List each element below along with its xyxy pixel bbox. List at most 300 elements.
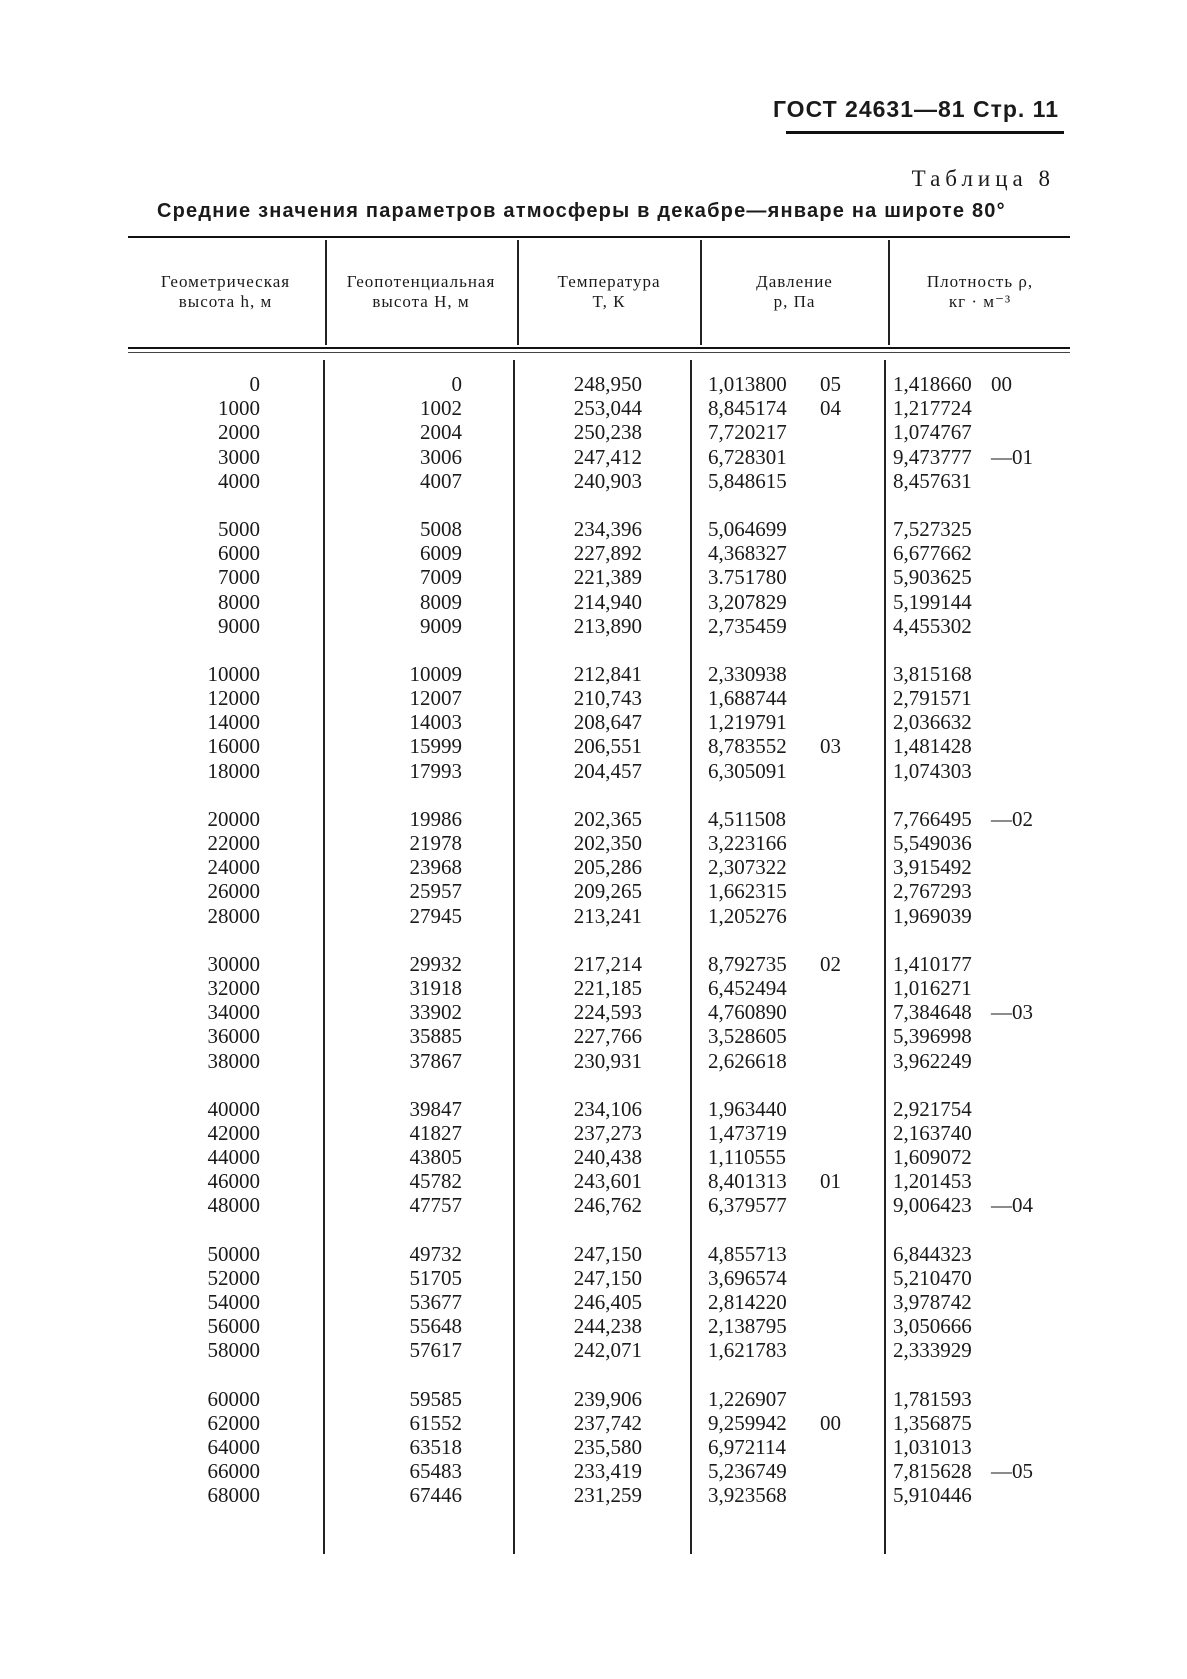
column-geopotential-height [350, 372, 462, 1508]
table-row-p [708, 1242, 883, 1266]
table-cell-T: 206,551 [573, 734, 642, 759]
table-cell-h: 62000 [207, 1410, 260, 1435]
table-cell-p: 1,473719 [708, 1120, 787, 1145]
table-cell-H: 8009 [420, 589, 462, 614]
table-row-p [708, 1387, 883, 1411]
table-cell-T: 248,950 [573, 372, 642, 396]
table-row-rho [893, 879, 1068, 903]
table-row-rho [893, 662, 1068, 686]
table-row-rho [893, 831, 1068, 855]
table-cell-p: 1,662315 [708, 879, 787, 904]
table-row-rho [893, 590, 1068, 614]
table-cell-rho: 2,791571 [893, 686, 972, 711]
table-cell-rho: 7,766495 [893, 806, 972, 831]
table-cell-h: 54000 [207, 1290, 260, 1314]
table-row-p [708, 517, 883, 541]
table-cell-p: 7,720217 [708, 420, 787, 445]
table-cell-rho: 2,921754 [893, 1096, 972, 1121]
table-cell-p: 8,401313 [708, 1169, 787, 1194]
table-cell-T: 234,396 [573, 516, 642, 541]
table-cell-rho: 1,074767 [893, 420, 972, 445]
table-cell-p: 2,138795 [708, 1314, 787, 1339]
table-cell-h: 48000 [207, 1193, 260, 1218]
table-row-rho [893, 1049, 1068, 1073]
table-cell-T: 221,389 [573, 565, 642, 590]
table-cell-rho: 5,910446 [893, 1483, 972, 1508]
table-row-p [708, 1097, 883, 1121]
table-cell-rho: 7,815628 [893, 1459, 972, 1484]
table-cell-H: 23968 [409, 855, 462, 880]
table-cell-H: 7009 [420, 565, 462, 590]
table-cell-H: 21978 [409, 831, 462, 855]
table-cell-h: 28000 [207, 903, 260, 928]
table-cell-p: 8,783552 [708, 734, 787, 759]
table-row-p [708, 1024, 883, 1048]
table-cell-p-exponent: 00 [820, 1410, 841, 1435]
table-cell-T: 246,762 [573, 1193, 642, 1218]
table-cell-H: 45782 [409, 1169, 462, 1194]
column-geometric-height [150, 372, 260, 1508]
table-cell-H: 15999 [409, 734, 462, 759]
table-cell-rho: 2,333929 [893, 1338, 972, 1363]
table-cell-H: 43805 [409, 1145, 462, 1170]
table-cell-H: 9009 [420, 613, 462, 638]
table-cell-p: 6,379577 [708, 1193, 787, 1218]
table-cell-rho: 5,903625 [893, 565, 972, 590]
table-cell-H: 63518 [409, 1434, 462, 1459]
table-cell-rho: 3,050666 [893, 1314, 972, 1339]
table-cell-p: 1,963440 [708, 1096, 787, 1121]
column-header-geometric-height: Геометрическая высота h, м [160, 272, 291, 311]
column-divider [323, 360, 325, 1554]
table-cell-T: 231,259 [573, 1483, 642, 1508]
table-cell-h: 24000 [207, 855, 260, 880]
table-row-rho [893, 1483, 1068, 1507]
table-cell-rho: 5,549036 [893, 831, 972, 855]
table-cell-rho: 6,844323 [893, 1241, 972, 1266]
table-cell-h: 38000 [207, 1048, 260, 1073]
table-cell-T: 247,150 [573, 1265, 642, 1290]
column-divider [513, 360, 515, 1554]
table-row-rho [893, 710, 1068, 734]
table-cell-T: 247,412 [573, 444, 642, 469]
table-cell-T: 212,841 [573, 661, 642, 686]
table-cell-H: 6009 [420, 541, 462, 566]
table-row-p [708, 614, 883, 638]
table-cell-h: 68000 [207, 1483, 260, 1508]
table-row-p [708, 710, 883, 734]
table-row-rho [893, 372, 1068, 396]
table-cell-p: 6,728301 [708, 444, 787, 469]
table-cell-rho: 7,384648 [893, 1000, 972, 1025]
table-row-rho [893, 517, 1068, 541]
table-row-p [708, 976, 883, 1000]
table-cell-rho: 3,815168 [893, 661, 972, 686]
table-row-p [708, 1290, 883, 1314]
table-cell-rho: 5,210470 [893, 1265, 972, 1290]
table-cell-h: 6000 [218, 541, 260, 566]
table-top-rule [128, 236, 1070, 238]
table-cell-rho: 1,781593 [893, 1386, 972, 1411]
table-row-p [708, 1169, 883, 1193]
table-cell-rho-exponent: —04 [991, 1193, 1033, 1218]
table-row-p [708, 807, 883, 831]
table-cell-rho: 2,767293 [893, 879, 972, 904]
table-cell-rho: 3,962249 [893, 1048, 972, 1073]
table-cell-T: 243,601 [573, 1169, 642, 1194]
table-cell-p: 2,330938 [708, 661, 787, 686]
table-cell-h: 44000 [207, 1145, 260, 1170]
table-cell-T: 246,405 [573, 1290, 642, 1314]
table-cell-H: 39847 [409, 1096, 462, 1121]
header-bottom-rule-thin [128, 352, 1070, 353]
table-cell-p: 1,219791 [708, 710, 787, 735]
table-cell-h: 3000 [218, 444, 260, 469]
table-cell-rho: 1,074303 [893, 758, 972, 783]
table-row-rho [893, 1314, 1068, 1338]
table-cell-H: 1002 [420, 396, 462, 421]
table-cell-p: 3,528605 [708, 1024, 787, 1049]
table-row-p [708, 1483, 883, 1507]
table-cell-H: 12007 [409, 686, 462, 711]
table-cell-p-exponent: 02 [820, 951, 841, 976]
table-row-p [708, 831, 883, 855]
table-cell-rho: 1,609072 [893, 1145, 972, 1170]
table-cell-T: 244,238 [573, 1314, 642, 1339]
table-cell-rho-exponent: —05 [991, 1459, 1033, 1484]
column-header-pressure: Давление p, Па [756, 272, 833, 311]
table-cell-T: 227,892 [573, 541, 642, 566]
table-cell-H: 19986 [409, 806, 462, 831]
table-cell-H: 61552 [409, 1410, 462, 1435]
table-cell-h: 56000 [207, 1314, 260, 1339]
table-cell-rho: 3,978742 [893, 1290, 972, 1314]
table-cell-H: 25957 [409, 879, 462, 904]
table-cell-rho: 1,418660 [893, 372, 972, 396]
table-row-p [708, 1435, 883, 1459]
column-divider [690, 360, 692, 1554]
table-cell-h: 58000 [207, 1338, 260, 1363]
table-row-p [708, 734, 883, 758]
table-row-rho [893, 1000, 1068, 1024]
table-row-p [708, 445, 883, 469]
table-cell-h: 16000 [207, 734, 260, 759]
table-cell-h: 34000 [207, 1000, 260, 1025]
table-row-rho [893, 1121, 1068, 1145]
table-cell-H: 41827 [409, 1120, 462, 1145]
table-cell-h: 2000 [218, 420, 260, 445]
table-cell-h: 1000 [218, 396, 260, 421]
table-cell-H: 27945 [409, 903, 462, 928]
table-cell-rho: 2,036632 [893, 710, 972, 735]
table-cell-rho: 4,455302 [893, 613, 972, 638]
table-cell-h: 0 [249, 372, 260, 396]
table-cell-T: 209,265 [573, 879, 642, 904]
table-cell-rho: 2,163740 [893, 1120, 972, 1145]
table-cell-p: 6,972114 [708, 1434, 786, 1459]
table-row-rho [893, 396, 1068, 420]
table-cell-h: 9000 [218, 613, 260, 638]
table-row-p [708, 1314, 883, 1338]
table-cell-T: 235,580 [573, 1434, 642, 1459]
table-cell-h: 10000 [207, 661, 260, 686]
table-cell-rho: 7,527325 [893, 516, 972, 541]
table-cell-rho: 1,016271 [893, 975, 972, 1000]
table-row-rho [893, 445, 1068, 469]
table-row-rho [893, 1193, 1068, 1217]
table-row-p [708, 1000, 883, 1024]
table-row-rho [893, 759, 1068, 783]
page-header-reference: ГОСТ 24631—81 Стр. 11 [772, 96, 1059, 122]
table-cell-h: 42000 [207, 1120, 260, 1145]
table-row-p [708, 541, 883, 565]
table-cell-h: 18000 [207, 758, 260, 783]
table-cell-T: 205,286 [573, 855, 642, 880]
table-row-rho [893, 1435, 1068, 1459]
table-cell-rho-exponent: —02 [991, 806, 1033, 831]
table-row-p [708, 372, 883, 396]
table-row-rho [893, 1411, 1068, 1435]
table-row-rho [893, 686, 1068, 710]
table-cell-h: 46000 [207, 1169, 260, 1194]
table-cell-p: 3,223166 [708, 831, 787, 855]
table-title: Средние значения параметров атмосферы в декабре—январе на широте 80° [157, 200, 1006, 222]
table-cell-H: 67446 [409, 1483, 462, 1508]
table-row-p [708, 879, 883, 903]
table-cell-p-exponent: 03 [820, 734, 841, 759]
table-cell-T: 204,457 [573, 758, 642, 783]
table-cell-h: 20000 [207, 806, 260, 831]
table-cell-h: 14000 [207, 710, 260, 735]
table-cell-rho: 9,473777 [893, 444, 972, 469]
table-cell-h: 66000 [207, 1459, 260, 1484]
table-row-rho [893, 1459, 1068, 1483]
table-cell-h: 36000 [207, 1024, 260, 1049]
table-row-rho [893, 1242, 1068, 1266]
table-cell-T: 230,931 [573, 1048, 642, 1073]
table-row-p [708, 1266, 883, 1290]
column-header-geopotential-height: Геопотенциальная высота H, м [346, 272, 496, 311]
column-pressure [708, 372, 883, 1508]
table-cell-p: 1,013800 [708, 372, 787, 396]
table-cell-p: 3,207829 [708, 589, 787, 614]
table-cell-H: 51705 [409, 1265, 462, 1290]
table-row-rho [893, 541, 1068, 565]
table-row-p [708, 855, 883, 879]
table-cell-p-exponent: 04 [820, 396, 841, 421]
table-cell-p: 3,696574 [708, 1265, 787, 1290]
table-cell-T: 213,890 [573, 613, 642, 638]
table-cell-T: 234,106 [573, 1096, 642, 1121]
table-cell-rho-exponent: 00 [991, 372, 1012, 396]
table-cell-rho: 1,481428 [893, 734, 972, 759]
table-row-rho [893, 1097, 1068, 1121]
table-cell-H: 47757 [409, 1193, 462, 1218]
table-row-p [708, 686, 883, 710]
table-row-p [708, 952, 883, 976]
table-cell-T: 237,742 [573, 1410, 642, 1435]
table-cell-rho-exponent: —03 [991, 1000, 1033, 1025]
table-row-p [708, 662, 883, 686]
table-cell-H: 57617 [409, 1338, 462, 1363]
table-cell-H: 65483 [409, 1459, 462, 1484]
table-cell-p-exponent: 05 [820, 372, 841, 396]
table-cell-H: 5008 [420, 516, 462, 541]
table-row-rho [893, 1145, 1068, 1169]
column-temperature [530, 372, 642, 1508]
table-row-rho [893, 952, 1068, 976]
table-cell-h: 8000 [218, 589, 260, 614]
table-cell-H: 33902 [409, 1000, 462, 1025]
table-cell-T: 202,365 [573, 806, 642, 831]
table-cell-h: 22000 [207, 831, 260, 855]
table-cell-T: 213,241 [573, 903, 642, 928]
table-row-p [708, 1121, 883, 1145]
table-cell-h: 52000 [207, 1265, 260, 1290]
column-density [893, 372, 1068, 1508]
table-row-rho [893, 807, 1068, 831]
table-cell-rho: 1,356875 [893, 1410, 972, 1435]
table-row-rho [893, 855, 1068, 879]
table-row-p [708, 396, 883, 420]
table-cell-h: 50000 [207, 1241, 260, 1266]
table-cell-H: 55648 [409, 1314, 462, 1339]
table-row-rho [893, 614, 1068, 638]
table-cell-p: 9,259942 [708, 1410, 787, 1435]
table-cell-T: 239,906 [573, 1386, 642, 1411]
table-cell-H: 35885 [409, 1024, 462, 1049]
table-cell-H: 17993 [409, 758, 462, 783]
table-cell-p: 1,110555 [708, 1145, 786, 1170]
table-row-rho [893, 1387, 1068, 1411]
table-cell-T: 237,273 [573, 1120, 642, 1145]
table-cell-p: 6,305091 [708, 758, 787, 783]
table-cell-T: 214,940 [573, 589, 642, 614]
table-row-p [708, 1193, 883, 1217]
table-cell-p: 2,626618 [708, 1048, 787, 1073]
table-row-p [708, 420, 883, 444]
table-row-p [708, 1411, 883, 1435]
table-row-rho [893, 976, 1068, 1000]
table-cell-p: 4,368327 [708, 541, 787, 566]
table-cell-p: 3.751780 [708, 565, 787, 590]
table-row-p [708, 1049, 883, 1073]
table-cell-T: 208,647 [573, 710, 642, 735]
table-cell-H: 0 [451, 372, 462, 396]
table-row-p [708, 565, 883, 589]
table-cell-p: 2,735459 [708, 613, 787, 638]
table-cell-H: 53677 [409, 1290, 462, 1314]
table-cell-rho: 1,969039 [893, 903, 972, 928]
table-cell-T: 202,350 [573, 831, 642, 855]
table-cell-T: 224,593 [573, 1000, 642, 1025]
table-cell-h: 64000 [207, 1434, 260, 1459]
table-cell-p: 2,814220 [708, 1290, 787, 1314]
table-row-p [708, 759, 883, 783]
table-row-rho [893, 1338, 1068, 1362]
table-row-rho [893, 1290, 1068, 1314]
table-cell-p: 2,307322 [708, 855, 787, 880]
table-row-p [708, 1459, 883, 1483]
table-cell-H: 2004 [420, 420, 462, 445]
table-cell-H: 14003 [409, 710, 462, 735]
table-cell-p: 5,236749 [708, 1459, 787, 1484]
column-divider [884, 360, 886, 1554]
table-cell-T: 217,214 [573, 951, 642, 976]
table-cell-rho: 5,199144 [893, 589, 972, 614]
table-cell-p: 4,855713 [708, 1241, 787, 1266]
table-row-rho [893, 1024, 1068, 1048]
table-cell-p: 4,511508 [708, 806, 786, 831]
table-cell-rho: 8,457631 [893, 468, 972, 493]
table-row-p [708, 904, 883, 928]
table-row-p [708, 1145, 883, 1169]
table-cell-H: 4007 [420, 468, 462, 493]
table-cell-p: 8,845174 [708, 396, 787, 421]
table-cell-H: 59585 [409, 1386, 462, 1411]
table-cell-H: 10009 [409, 661, 462, 686]
table-row-p [708, 590, 883, 614]
table-row-rho [893, 734, 1068, 758]
table-cell-H: 49732 [409, 1241, 462, 1266]
table-label: Таблица 8 [911, 166, 1055, 191]
table-cell-h: 4000 [218, 468, 260, 493]
column-header-density: Плотность ρ, кг · м⁻³ [926, 272, 1034, 311]
table-cell-T: 227,766 [573, 1024, 642, 1049]
table-cell-T: 240,438 [573, 1145, 642, 1170]
table-cell-H: 37867 [409, 1048, 462, 1073]
table-cell-h: 32000 [207, 975, 260, 1000]
table-cell-p: 1,688744 [708, 686, 787, 711]
table-cell-p: 6,452494 [708, 975, 787, 1000]
table-cell-H: 31918 [409, 975, 462, 1000]
table-cell-T: 233,419 [573, 1459, 642, 1484]
table-cell-rho: 1,410177 [893, 951, 972, 976]
table-cell-H: 29932 [409, 951, 462, 976]
table-cell-T: 242,071 [573, 1338, 642, 1363]
table-cell-T: 250,238 [573, 420, 642, 445]
table-cell-rho: 3,915492 [893, 855, 972, 880]
table-cell-p: 4,760890 [708, 1000, 787, 1025]
table-row-rho [893, 420, 1068, 444]
table-cell-h: 12000 [207, 686, 260, 711]
table-cell-H: 3006 [420, 444, 462, 469]
table-cell-h: 7000 [218, 565, 260, 590]
table-cell-h: 5000 [218, 516, 260, 541]
table-row-rho [893, 1169, 1068, 1193]
table-cell-rho: 1,031013 [893, 1434, 972, 1459]
table-cell-h: 30000 [207, 951, 260, 976]
table-row-rho [893, 469, 1068, 493]
table-cell-p: 1,226907 [708, 1386, 787, 1411]
table-cell-p: 3,923568 [708, 1483, 787, 1508]
table-cell-p: 8,792735 [708, 951, 787, 976]
table-cell-h: 40000 [207, 1096, 260, 1121]
table-cell-rho: 5,396998 [893, 1024, 972, 1049]
table-cell-T: 253,044 [573, 396, 642, 421]
table-cell-rho: 1,201453 [893, 1169, 972, 1194]
table-row-p [708, 1338, 883, 1362]
table-cell-T: 210,743 [573, 686, 642, 711]
table-row-p [708, 469, 883, 493]
table-row-rho [893, 565, 1068, 589]
table-cell-rho-exponent: —01 [991, 444, 1033, 469]
table-cell-rho: 6,677662 [893, 541, 972, 566]
header-bottom-rule [128, 347, 1070, 349]
table-cell-T: 240,903 [573, 468, 642, 493]
table-cell-p: 5,064699 [708, 516, 787, 541]
table-row-rho [893, 904, 1068, 928]
